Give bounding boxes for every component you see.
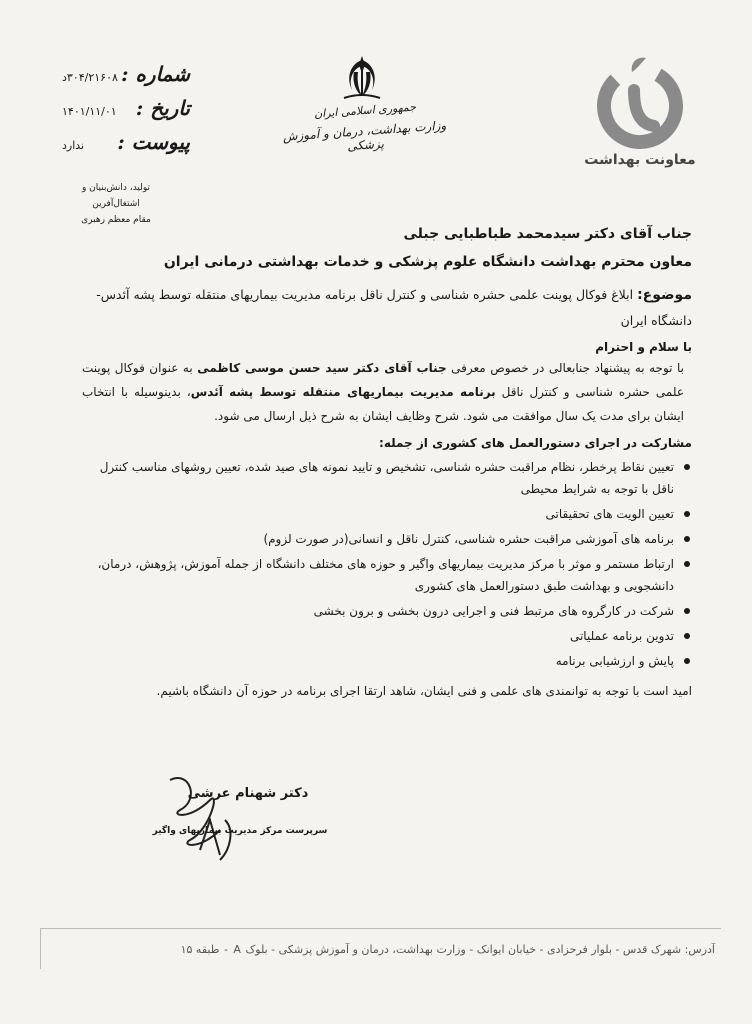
closing-paragraph: امید است با توجه به توانمندی های علمی و فنی ایشان، شاهد ارتقا اجرای برنامه در حوزه آن دانشگاه باشیم.	[156, 684, 692, 698]
slogan-line: تولید، دانش‌بنیان و اشتغال‌آفرین	[81, 183, 151, 209]
list-item	[82, 625, 674, 647]
paragraph-part1: با توجه به پیشنهاد جنابعالی در خصوص معرفی	[446, 361, 684, 375]
signer-title: سرپرست مرکز مدیریت بیماریهای واگیر	[152, 826, 328, 836]
handwritten-signature-icon	[150, 760, 260, 870]
signer-name: دکتر شهنام عرشی	[187, 786, 309, 801]
paragraph-part3: ، بدینوسیله با انتخاب ایشان برای مدت یک سال موافقت می شود. شرح وظایف ایشان به شرح ذیل ارسال می شود.	[82, 385, 684, 423]
subject	[82, 282, 692, 334]
slogan	[64, 180, 168, 228]
ministry-title: وزارت بهداشت، درمان و آموزش پزشکی	[282, 118, 447, 154]
paragraph-part2: به عنوان فوکال پوینت علمی حشره شناسی و کنترل ناقل	[82, 361, 684, 399]
list-item	[82, 600, 674, 622]
duties-title: مشارکت در اجرای دستورالعمل های کشوری از جمله:	[379, 436, 692, 450]
duties-list	[82, 456, 692, 672]
nominee-name: جناب آقای دکتر سید حسن موسی کاظمی	[197, 361, 447, 375]
duty-text: برنامه های آموزشی مراقبت حشره شناسی، کنترل ناقل و انسانی(در صورت لزوم)	[263, 532, 674, 546]
duty-text: تعیین نقاط پرخطر، نظام مراقبت حشره شناسی، تشخیص و تایید نمونه های صید شده، تعیین روشهای مناسب کنترل ناقل با توجه به شرایط محیطی	[99, 460, 674, 496]
footer-address: آدرس: شهرک قدس - بلوار فرحزادی - خیابان ایوانک - وزارت بهداشت، درمان و آموزش پزشکی - بلوک A - طبقه ۱۵	[180, 943, 715, 956]
bullet-icon	[684, 658, 690, 664]
greeting: با سلام و احترام	[595, 340, 692, 354]
addressee-line2: معاون محترم بهداشت دانشگاه علوم پزشکی و خدمات بهداشتی درمانی ایران	[163, 254, 692, 270]
number-label: شماره :	[121, 62, 190, 86]
bullet-icon	[684, 511, 690, 517]
attachment-row	[62, 130, 190, 164]
health-deputy-logo-icon	[594, 52, 686, 152]
bullet-icon	[684, 608, 690, 614]
duty-text: شرکت در کارگروه های مرتبط فنی و اجرایی درون بخشی و برون بخشی	[313, 604, 674, 618]
date-row	[62, 96, 190, 130]
attachment-label: پیوست :	[117, 130, 190, 154]
date-value: ۱۴۰۱/۱۱/۰۱	[62, 105, 117, 118]
number-value: ۳۰۴/۲۱۶۰۸د	[62, 71, 118, 84]
bullet-icon	[684, 561, 690, 567]
number-row	[62, 62, 190, 96]
iran-emblem-icon	[336, 52, 388, 104]
page-bottom-edge	[0, 978, 752, 1024]
list-item	[82, 528, 674, 550]
list-item	[82, 503, 674, 525]
duty-text: ارتباط مستمر و موثر با مرکز مدیریت بیماریهای واگیر و حوزه های مختلف دانشگاه از جمله آموزش، پژوهش، درمان، دانشجویی و بهداشت طبق دستورالعمل های کشوری	[97, 557, 674, 593]
letter-body	[82, 226, 692, 704]
list-item	[82, 553, 674, 597]
footer-box	[40, 928, 721, 969]
date-label: تاریخ :	[135, 96, 190, 120]
subject-label: موضوع:	[637, 287, 692, 303]
letter-meta	[62, 62, 190, 164]
bullet-icon	[684, 536, 690, 542]
republic-title: جمهوری اسلامی ایران	[313, 100, 417, 121]
program-name: برنامه مدیریت بیماریهای منتقله توسط پشه آئدس	[190, 385, 496, 399]
attachment-value: ندارد	[62, 139, 85, 152]
bullet-icon	[684, 464, 690, 470]
slogan-attribution: مقام معظم رهبری	[81, 215, 151, 225]
subject-text: ابلاغ فوکال پوینت علمی حشره شناسی و کنترل ناقل برنامه مدیریت بیماریهای منتقله توسط پشه آئدس-دانشگاه ایران	[96, 287, 692, 328]
duty-text: پایش و ارزشیابی برنامه	[555, 654, 674, 668]
list-item	[82, 456, 674, 500]
duty-text: تعیین الویت های تحقیقاتی	[545, 507, 674, 521]
logo-caption: معاونت بهداشت	[584, 152, 696, 168]
list-item	[82, 650, 674, 672]
bullet-icon	[684, 633, 690, 639]
main-paragraph	[82, 356, 692, 428]
duty-text: تدوین برنامه عملیاتی	[569, 629, 674, 643]
addressee-line1: جناب آقای دکتر سیدمحمد طباطبایی جبلی	[403, 226, 692, 242]
